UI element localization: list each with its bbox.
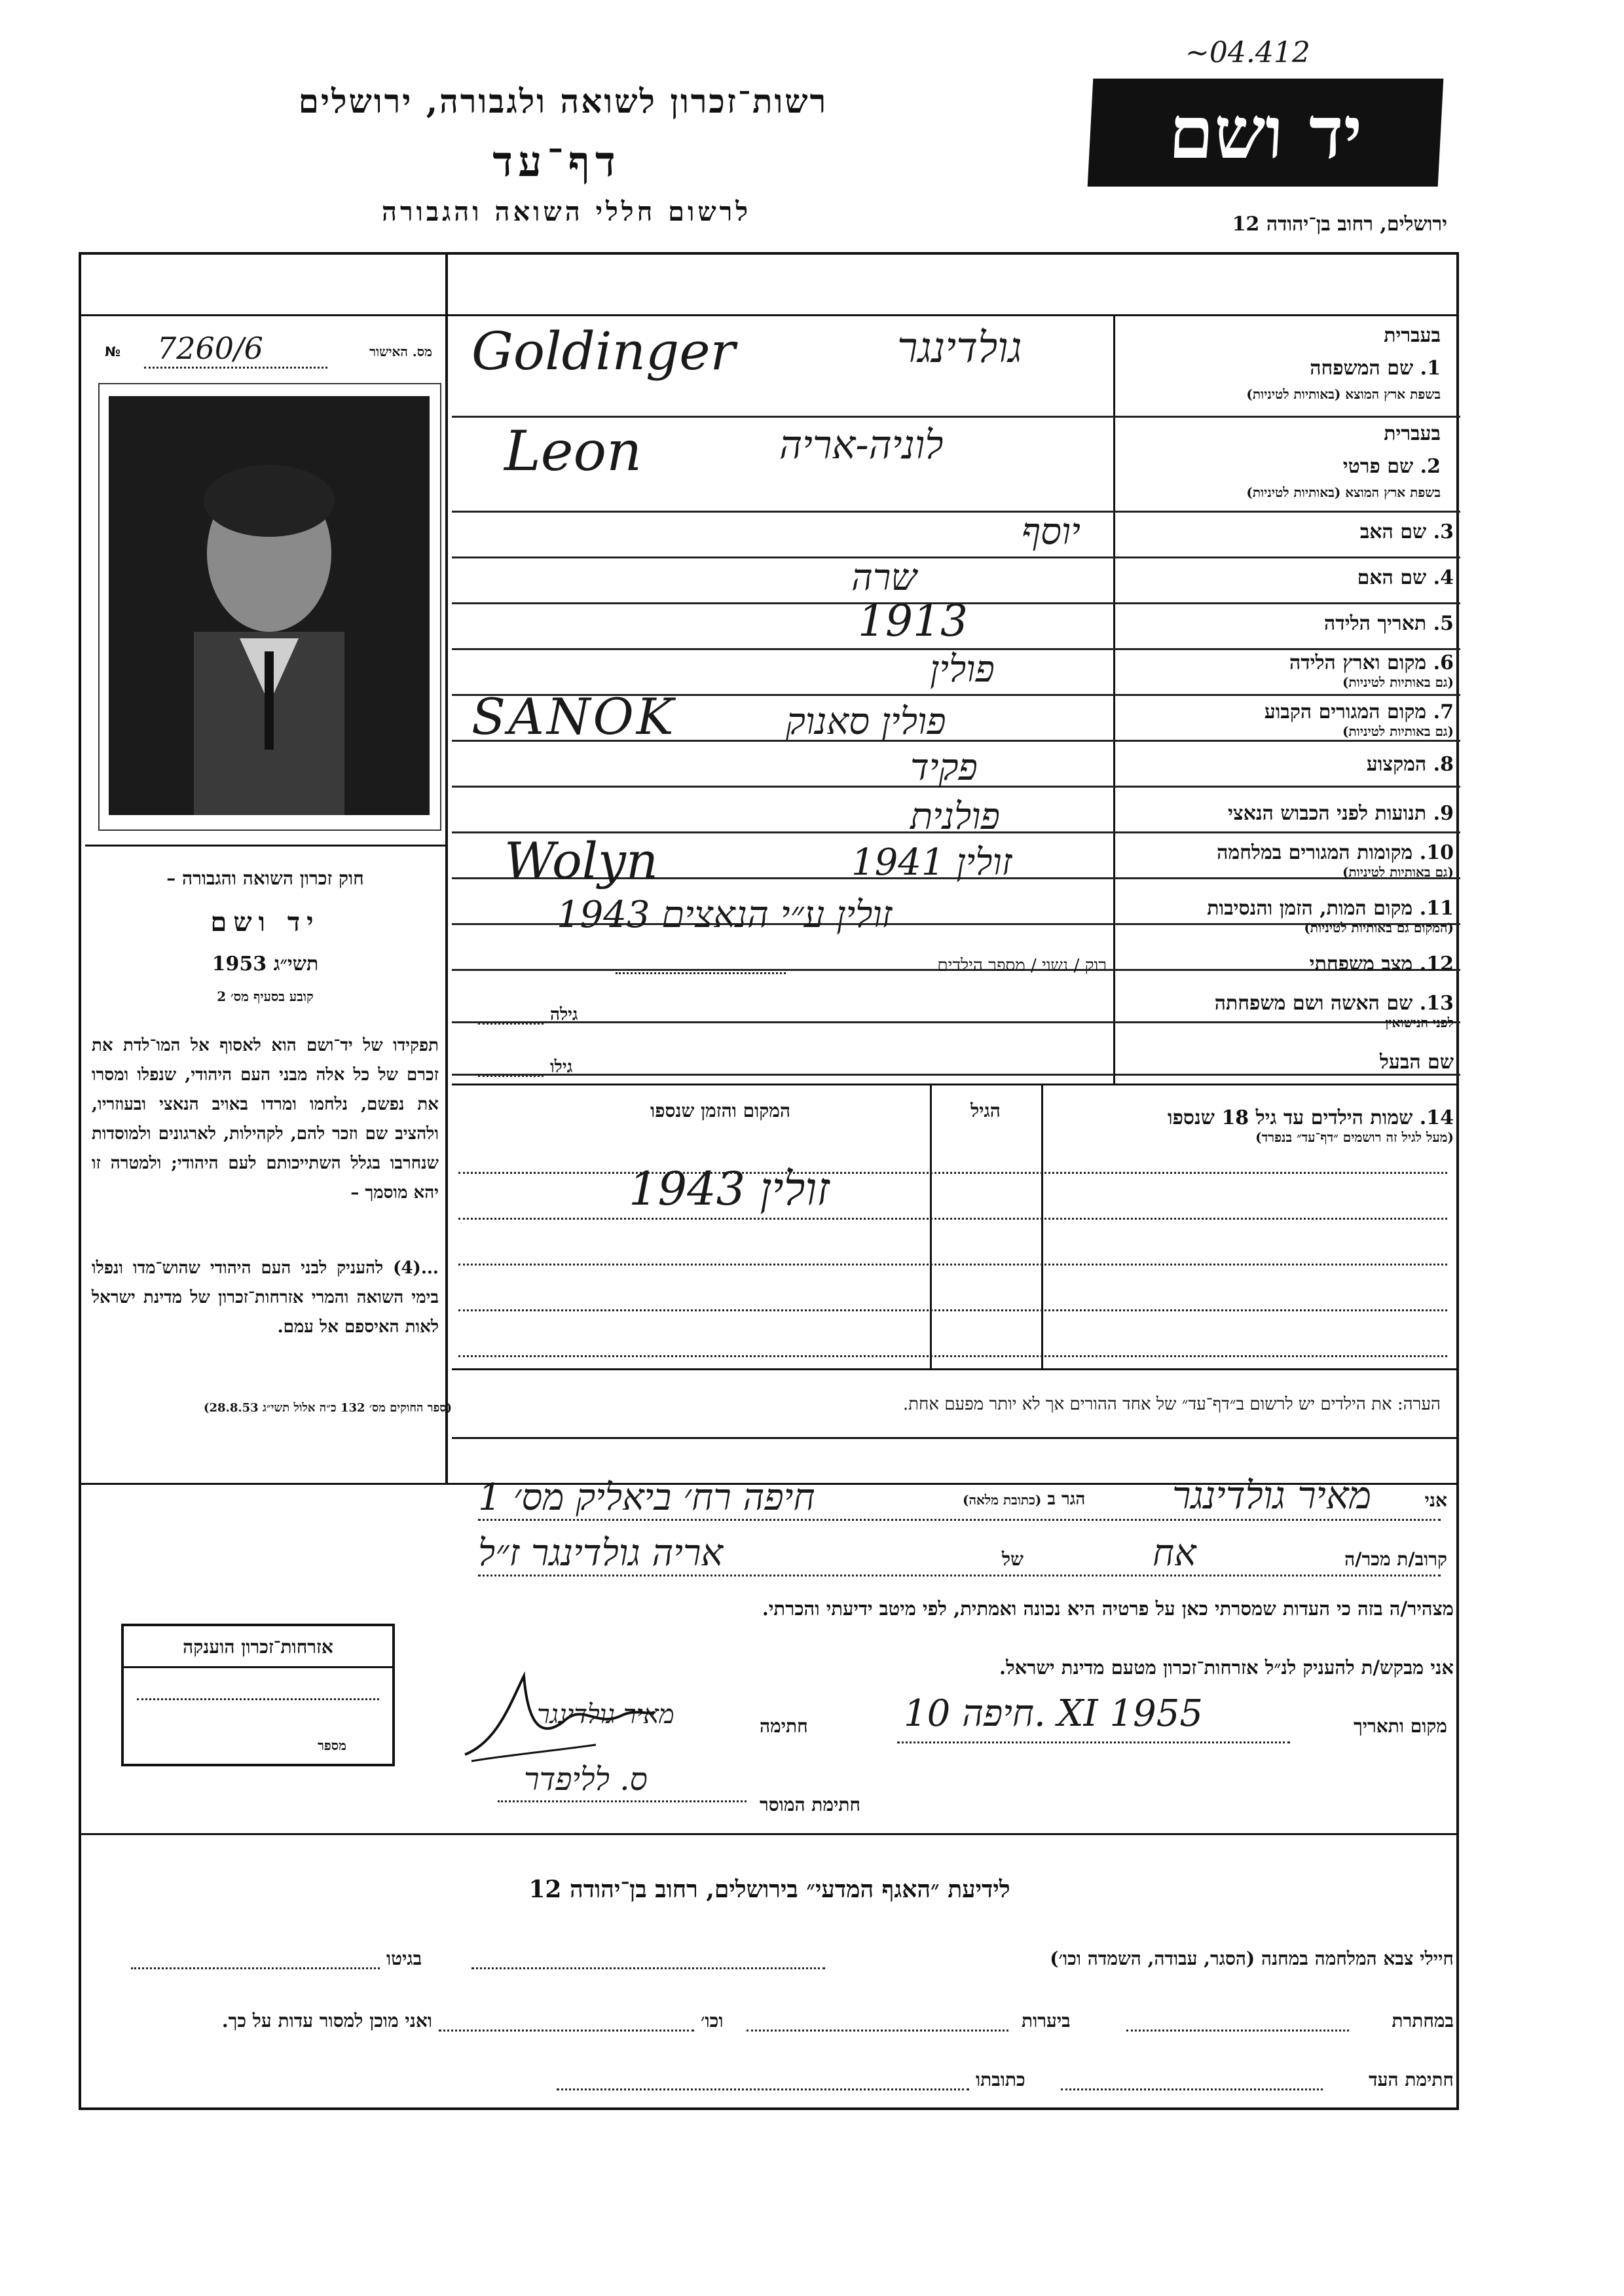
residence-value: פולין סאנוק bbox=[786, 701, 946, 743]
birthdate-label: 5. תאריך הלידה bbox=[1324, 612, 1454, 635]
firstname-hebrew: לוניה-אריה bbox=[779, 422, 944, 468]
birthdate-value: 1913 bbox=[858, 596, 968, 646]
father-label: 3. שם האב bbox=[1359, 520, 1454, 543]
movements-value: פולנית bbox=[910, 795, 1000, 838]
decl-relative-value: אח bbox=[1153, 1532, 1196, 1575]
stamp-number-label: מספר bbox=[318, 1738, 346, 1753]
children-col-age: הגיל bbox=[970, 1100, 1001, 1121]
law-clause: קובע בסעיף מס׳ 2 bbox=[217, 989, 314, 1004]
surname-lang: בעברית bbox=[1384, 324, 1441, 347]
portrait-photo bbox=[98, 383, 441, 831]
footer-line2-a: במחתרת bbox=[1392, 2010, 1454, 2032]
surname-sub: בשפת ארץ המוצא (באותיות לטיניות) bbox=[1246, 386, 1441, 402]
decl-signature-value: מאיר גולדינגר bbox=[537, 1700, 674, 1730]
residence-label: 7. מקום המגורים הקבוע (גם באותיות לטיניות) bbox=[1264, 701, 1454, 739]
surname-hebrew: גולדינגר bbox=[897, 324, 1022, 373]
husband-age-label: גילו bbox=[550, 1057, 573, 1077]
firstname-lang: בעברית bbox=[1384, 422, 1441, 445]
war-residence-label: 10. מקומות המגורים במלחמה (גם באותיות לטיניות) bbox=[1217, 841, 1454, 880]
form-subtitle: לרשום חללי השואה והגבורה bbox=[381, 196, 752, 227]
footer-line2-d: ואני מוכן למסור עדות על כך. bbox=[221, 2010, 432, 2032]
law-text-2: ...(4) להעניק לבני העם היהודי שהוש־מדו ונפלו בימי השואה והמרי אזרחות־זכרון של מדינת ישראל לאות האיספם אל עמם. bbox=[92, 1258, 439, 1337]
decl-relative-label: קרוב/ת מכר/ה bbox=[1344, 1548, 1447, 1570]
death-place-value: זולין ע״י הנאצים 1943 bbox=[557, 894, 893, 936]
serial-label: מס. האישור bbox=[369, 344, 432, 359]
field-surname bbox=[452, 321, 1454, 416]
citizenship-stamp-box bbox=[121, 1624, 395, 1766]
portrait-image bbox=[109, 396, 430, 815]
decl-signature-label: חתימה bbox=[760, 1715, 808, 1737]
war-residence-value: זולין 1941 bbox=[851, 841, 1012, 884]
children-col-place: המקום והזמן שנספו bbox=[650, 1100, 790, 1121]
law-name: יד ושם bbox=[210, 907, 320, 938]
serial-value: 7260/6 bbox=[157, 331, 263, 366]
mother-value: שרה bbox=[851, 556, 917, 599]
stamp-title: אזרחות־זכרון הוענקה bbox=[124, 1626, 392, 1668]
logo-text: יד ושם bbox=[1166, 90, 1365, 175]
children-entry: זולין 1943 bbox=[629, 1162, 830, 1216]
wife-age-label: גילה bbox=[550, 1005, 578, 1025]
law-reference: (ספר החוקים מס׳ 132 כ״ה אלול תשי״ג 28.8.53) bbox=[204, 1401, 452, 1415]
serial-no-label: № bbox=[105, 344, 121, 359]
footer-line3-a: חתימת העד bbox=[1369, 2069, 1454, 2090]
footer-line1-end: בגיטו bbox=[386, 1948, 422, 1969]
footer-line2-c: וכו׳ bbox=[701, 2010, 724, 2032]
birthplace-label: 6. מקום וארץ הלידה (גם באותיות לטיניות) bbox=[1289, 651, 1454, 690]
decl-address-value: חיפה רח׳ ביאליק מס׳ 1 bbox=[478, 1476, 815, 1519]
surname-label: 1. שם המשפחה bbox=[1310, 357, 1441, 380]
note: הערה: את הילדים יש לרשום ב״דף־עד״ של אחד ההורים אך לא יותר מפעם אחת. bbox=[902, 1394, 1441, 1414]
decl-statement-2: אני מבקש/ת להעניק לנ״ל אזרחות־זכרון מטעם מדינת ישראל. bbox=[999, 1656, 1454, 1679]
marital-label: 12. מצב משפחתי bbox=[1309, 953, 1454, 975]
decl-i-label: אני bbox=[1424, 1489, 1447, 1511]
decl-issuer-label: חתימת המוסר bbox=[760, 1794, 860, 1815]
surname-latin: Goldinger bbox=[471, 321, 735, 382]
death-place-label: 11. מקום המות, הזמן והנסיבות (המקום גם באותיות לטיניות) bbox=[1207, 897, 1454, 936]
firstname-sub: בשפת ארץ המוצא (באותיות לטיניות) bbox=[1246, 484, 1441, 500]
war-residence-latin: Wolyn bbox=[504, 831, 658, 890]
mother-label: 4. שם האם bbox=[1357, 566, 1454, 589]
profession-value: פקיד bbox=[910, 746, 978, 789]
movements-label: 9. תנועות לפני הכבוש הנאצי bbox=[1228, 802, 1454, 825]
husband-label: שם הבעל bbox=[1379, 1051, 1454, 1074]
footer-line1: חיילי צבא המלחמה במחנה (הסגר, עבודה, השמדה וכו׳) bbox=[1050, 1948, 1454, 1969]
decl-place-date-value: חיפה 10. XI 1955 bbox=[904, 1692, 1203, 1735]
decl-resides-label: הגר ב (כתובת מלאה) bbox=[963, 1489, 1086, 1509]
law-text-1: תפקידו של יד־ושם הוא לאסוף אל המו־לדת את זכרם של כל אלה מבני העם היהודי, שנפלו ומסרו את נפשם, נלחמו ומרדו באויב הנאצי ובעוזריו, ולהציב שם וזכר להם, לקהילות, לארגונים ולמוסדות שנחרבו בגלל השתייכותם לעם היהודי; ולמטרה זו יהא מוסמך – bbox=[92, 1036, 439, 1203]
decl-of-label: של bbox=[1002, 1548, 1024, 1570]
marital-options: רוק / נשוי / מספר הילדים bbox=[937, 956, 1107, 975]
handwritten-ref: ~04.412 bbox=[1185, 36, 1310, 69]
decl-issuer-value: ס. לליפדר bbox=[524, 1761, 648, 1798]
firstname-latin: Leon bbox=[504, 419, 642, 483]
decl-place-date-label: מקום ותאריך bbox=[1353, 1715, 1447, 1737]
footer-heading: לידיעת ״האגף המדעי״ בירושלים, רחוב בן־יהודה 12 bbox=[528, 1876, 1010, 1903]
yad-vashem-logo bbox=[1088, 79, 1444, 187]
residence-latin: SANOK bbox=[471, 687, 676, 746]
father-value: יוסף bbox=[1022, 511, 1080, 553]
law-year: תשי״ג 1953 bbox=[212, 953, 319, 975]
address: ירושלים, רחוב בן־יהודה 12 bbox=[1232, 213, 1447, 236]
wife-label: 13. שם האשה ושם משפחתה לפני הנישואין bbox=[1214, 992, 1454, 1030]
form-title: דף־עד bbox=[492, 137, 621, 187]
decl-statement-1: מצהיר/ה בזה כי העדות שמסרתי כאן על פרטיה היא נכונה ואמתית, לפי מיטב ידיעתי והכרתי. bbox=[762, 1597, 1454, 1620]
children-label: 14. שמות הילדים עד גיל 18 שנספו (מעל לגיל זה רושמים ״דף־עד״ בנפרד) bbox=[1167, 1106, 1454, 1145]
firstname-label: 2. שם פרטי bbox=[1342, 455, 1441, 478]
signature-scribble bbox=[452, 1663, 661, 1774]
serial-block bbox=[92, 331, 439, 370]
authority-title: רשות־זכרון לשואה ולגבורה, ירושלים bbox=[298, 82, 828, 120]
decl-i-value: מאיר גולדינגר bbox=[1172, 1473, 1372, 1518]
profession-label: 8. המקצוע bbox=[1366, 753, 1454, 776]
field-firstname bbox=[452, 419, 1454, 511]
birthplace-value: פולין bbox=[930, 648, 995, 691]
decl-of-value: אריה גולדינגר ז״ל bbox=[478, 1532, 724, 1575]
footer-line2-b: ביערות bbox=[1022, 2010, 1071, 2032]
law-title: חוק זכרון השואה והגבורה – bbox=[166, 867, 364, 889]
footer-line3-b: כתובתו bbox=[976, 2069, 1025, 2090]
